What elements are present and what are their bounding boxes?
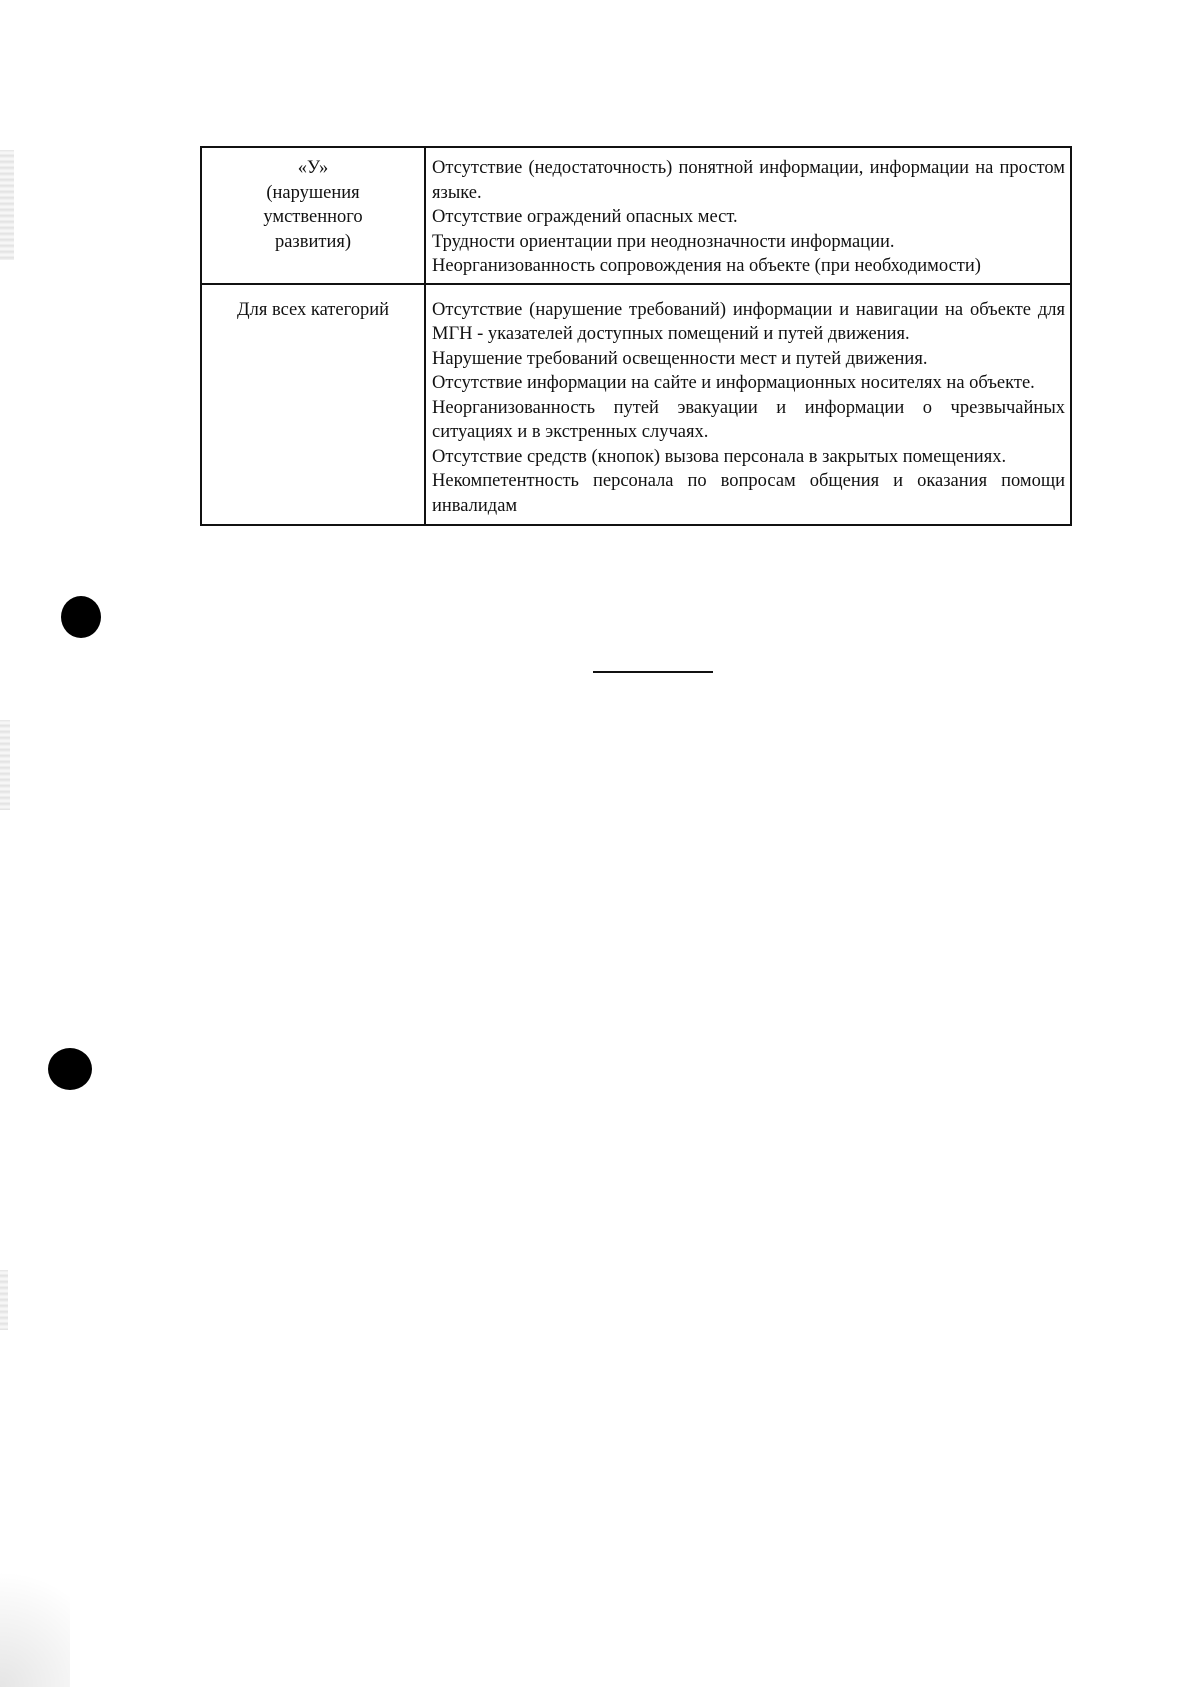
table-row <box>201 284 1071 526</box>
scan-artifact <box>0 1270 8 1330</box>
category-label: умственного <box>263 207 363 227</box>
barrier-item: Неорганизованность путей эвакуации и информации о чрезвычайных ситуациях и в экстренных случаях. <box>432 397 1065 442</box>
barriers-table <box>200 146 1072 526</box>
category-label: «У» <box>297 158 329 178</box>
barriers-cell <box>425 147 1071 284</box>
punch-hole <box>61 596 101 638</box>
scan-artifact <box>0 150 14 260</box>
category-label: (нарушения <box>266 182 360 203</box>
scan-artifact <box>0 1537 70 1687</box>
barrier-item: Трудности ориентации при неоднозначности информации. <box>432 231 895 252</box>
category-label: развития) <box>274 231 352 252</box>
category-cell <box>201 284 425 526</box>
barrier-item: Отсутствие (нарушение требований) информации и навигации на объекте для МГН - указателей доступных помещений и путей движения. <box>432 299 1065 344</box>
barrier-item: Отсутствие средств (кнопок) вызова персонала в закрытых помещениях. <box>432 446 1007 467</box>
scan-artifact <box>0 720 10 810</box>
table-row <box>201 147 1071 284</box>
barrier-item: Отсутствие информации на сайте и информационных носителях на объекте. <box>432 373 1035 393</box>
category-label: Для всех категорий <box>236 299 390 320</box>
punch-hole <box>48 1048 92 1090</box>
barriers-cell <box>425 284 1071 526</box>
barrier-item: Отсутствие ограждений опасных мест. <box>432 207 738 227</box>
barrier-item: Отсутствие (недостаточность) понятной информации, информации на простом языке. <box>432 158 1065 203</box>
separator-line <box>593 671 713 673</box>
barrier-item: Неорганизованность сопровождения на объекте (при необходимости) <box>432 256 981 276</box>
barrier-item: Нарушение требований освещенности мест и путей движения. <box>432 348 928 369</box>
barrier-item: Некомпетентность персонала по вопросам общения и оказания помощи инвалидам <box>432 471 1065 516</box>
category-cell <box>201 147 425 284</box>
